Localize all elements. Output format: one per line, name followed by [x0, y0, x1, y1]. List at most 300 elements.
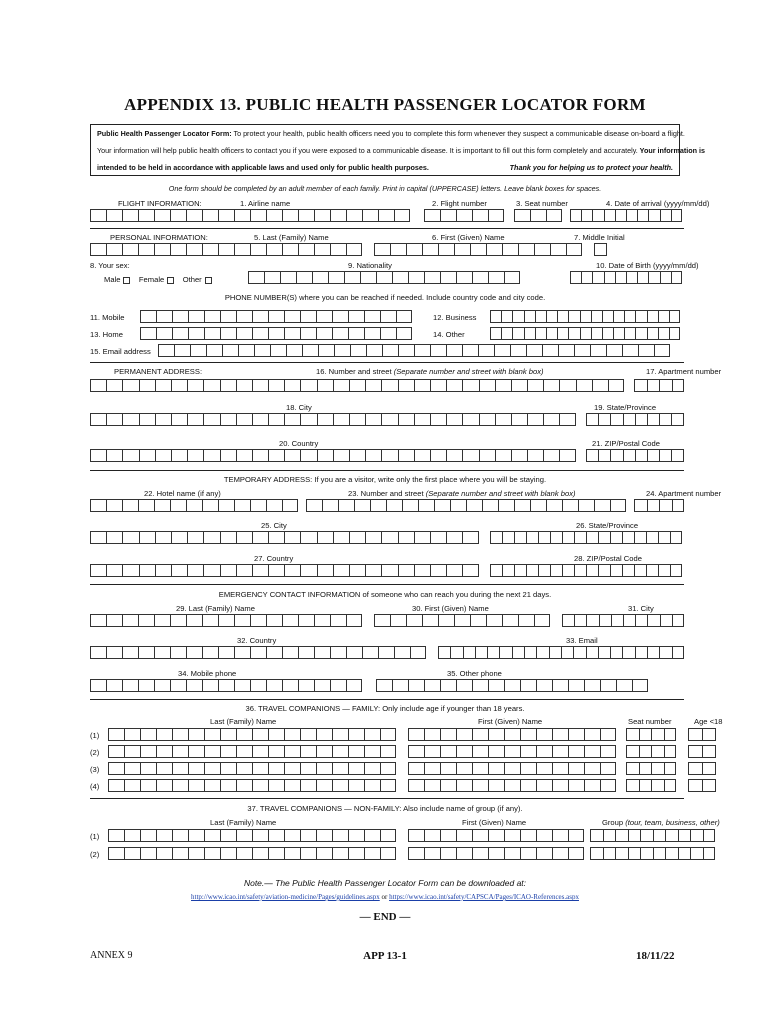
char-box[interactable]	[220, 327, 236, 340]
char-box[interactable]	[446, 564, 462, 577]
char-box[interactable]	[472, 728, 488, 741]
char-box[interactable]	[349, 449, 365, 462]
char-box[interactable]	[490, 564, 502, 577]
char-box[interactable]	[654, 344, 670, 357]
char-box[interactable]	[172, 847, 188, 860]
char-box[interactable]	[90, 449, 106, 462]
char-box[interactable]	[390, 243, 406, 256]
char-box[interactable]	[376, 679, 392, 692]
char-box[interactable]	[306, 499, 322, 512]
char-box[interactable]	[635, 646, 647, 659]
char-box[interactable]	[186, 243, 202, 256]
char-box[interactable]	[454, 243, 470, 256]
char-box[interactable]	[236, 745, 252, 758]
char-box[interactable]	[660, 209, 671, 222]
char-box[interactable]	[139, 449, 155, 462]
char-box[interactable]	[252, 847, 268, 860]
char-box[interactable]	[598, 564, 610, 577]
char-box[interactable]	[346, 679, 362, 692]
char-box[interactable]	[634, 379, 647, 392]
char-box[interactable]	[238, 344, 254, 357]
char-box[interactable]	[252, 829, 268, 842]
char-box[interactable]	[450, 646, 462, 659]
char-box[interactable]	[282, 679, 298, 692]
char-box[interactable]	[598, 413, 610, 426]
char-box[interactable]	[502, 564, 514, 577]
char-box[interactable]	[317, 413, 333, 426]
char-box[interactable]	[171, 531, 187, 544]
char-box[interactable]	[349, 531, 365, 544]
char-box[interactable]	[204, 847, 220, 860]
char-box[interactable]	[172, 829, 188, 842]
char-box[interactable]	[640, 829, 653, 842]
char-box[interactable]	[510, 344, 526, 357]
char-box[interactable]	[536, 847, 552, 860]
char-box[interactable]	[234, 679, 250, 692]
char-box[interactable]	[590, 847, 603, 860]
char-box[interactable]	[559, 379, 575, 392]
char-box[interactable]	[187, 449, 203, 462]
char-box[interactable]	[188, 327, 204, 340]
char-box[interactable]	[592, 209, 603, 222]
char-box[interactable]	[298, 646, 314, 659]
char-box[interactable]	[672, 614, 684, 627]
char-box[interactable]	[538, 531, 550, 544]
char-box[interactable]	[333, 564, 349, 577]
char-box[interactable]	[138, 243, 154, 256]
char-box[interactable]	[268, 762, 284, 775]
char-box[interactable]	[646, 531, 658, 544]
char-box[interactable]	[218, 499, 234, 512]
char-box[interactable]	[430, 379, 446, 392]
char-box[interactable]	[518, 614, 534, 627]
char-box[interactable]	[598, 449, 610, 462]
char-box[interactable]	[470, 243, 486, 256]
email-input[interactable]	[158, 344, 670, 357]
char-box[interactable]	[546, 327, 557, 340]
char-box[interactable]	[90, 679, 106, 692]
char-box[interactable]	[599, 614, 611, 627]
char-box[interactable]	[408, 829, 424, 842]
char-box[interactable]	[252, 779, 268, 792]
char-box[interactable]	[284, 728, 300, 741]
char-box[interactable]	[703, 829, 716, 842]
char-box[interactable]	[702, 762, 716, 775]
char-box[interactable]	[586, 531, 598, 544]
char-box[interactable]	[590, 829, 603, 842]
char-box[interactable]	[378, 209, 394, 222]
char-box[interactable]	[314, 646, 330, 659]
char-box[interactable]	[330, 614, 346, 627]
char-box[interactable]	[188, 745, 204, 758]
perm-city-input[interactable]	[90, 413, 576, 426]
char-box[interactable]	[282, 243, 298, 256]
char-box[interactable]	[552, 679, 568, 692]
char-box[interactable]	[186, 209, 202, 222]
char-box[interactable]	[236, 379, 252, 392]
char-box[interactable]	[446, 449, 462, 462]
char-box[interactable]	[138, 499, 154, 512]
char-box[interactable]	[488, 271, 504, 284]
char-box[interactable]	[156, 847, 172, 860]
char-box[interactable]	[203, 413, 219, 426]
char-box[interactable]	[647, 310, 658, 323]
char-box[interactable]	[122, 449, 138, 462]
char-box[interactable]	[440, 728, 456, 741]
char-box[interactable]	[264, 271, 280, 284]
char-box[interactable]	[670, 531, 682, 544]
char-box[interactable]	[154, 646, 170, 659]
char-box[interactable]	[316, 829, 332, 842]
char-box[interactable]	[280, 271, 296, 284]
char-box[interactable]	[600, 679, 616, 692]
char-box[interactable]	[669, 327, 680, 340]
char-box[interactable]	[332, 762, 348, 775]
char-box[interactable]	[598, 646, 610, 659]
char-box[interactable]	[156, 745, 172, 758]
char-box[interactable]	[414, 531, 430, 544]
char-box[interactable]	[466, 499, 482, 512]
char-box[interactable]	[637, 271, 648, 284]
char-box[interactable]	[186, 499, 202, 512]
char-box[interactable]	[364, 745, 380, 758]
char-box[interactable]	[622, 564, 634, 577]
char-box[interactable]	[366, 344, 382, 357]
char-box[interactable]	[268, 310, 284, 323]
char-box[interactable]	[568, 327, 579, 340]
char-box[interactable]	[615, 271, 626, 284]
char-box[interactable]	[559, 449, 575, 462]
char-box[interactable]	[568, 679, 584, 692]
char-box[interactable]	[584, 679, 600, 692]
char-box[interactable]	[316, 745, 332, 758]
char-box[interactable]	[90, 243, 106, 256]
char-box[interactable]	[604, 209, 615, 222]
char-box[interactable]	[499, 646, 511, 659]
char-box[interactable]	[349, 564, 365, 577]
home-input[interactable]	[140, 327, 412, 340]
char-box[interactable]	[139, 413, 155, 426]
family-seat-input[interactable]	[626, 762, 676, 775]
char-box[interactable]	[156, 779, 172, 792]
char-box[interactable]	[626, 209, 637, 222]
em-city-input[interactable]	[562, 614, 684, 627]
char-box[interactable]	[220, 728, 236, 741]
char-box[interactable]	[364, 779, 380, 792]
char-box[interactable]	[316, 728, 332, 741]
char-box[interactable]	[488, 847, 504, 860]
char-box[interactable]	[346, 243, 362, 256]
char-box[interactable]	[488, 829, 504, 842]
char-box[interactable]	[634, 531, 646, 544]
char-box[interactable]	[108, 847, 124, 860]
char-box[interactable]	[220, 449, 236, 462]
char-box[interactable]	[316, 762, 332, 775]
char-box[interactable]	[653, 829, 666, 842]
char-box[interactable]	[354, 499, 370, 512]
char-box[interactable]	[624, 310, 635, 323]
char-box[interactable]	[486, 614, 502, 627]
dob-input[interactable]	[570, 271, 682, 284]
char-box[interactable]	[586, 413, 598, 426]
char-box[interactable]	[456, 271, 472, 284]
char-box[interactable]	[300, 449, 316, 462]
char-box[interactable]	[236, 327, 252, 340]
char-box[interactable]	[282, 499, 298, 512]
char-box[interactable]	[616, 679, 632, 692]
char-box[interactable]	[398, 531, 414, 544]
char-box[interactable]	[202, 646, 218, 659]
char-box[interactable]	[170, 614, 186, 627]
char-box[interactable]	[408, 679, 424, 692]
char-box[interactable]	[462, 531, 478, 544]
char-box[interactable]	[346, 614, 362, 627]
char-box[interactable]	[635, 413, 647, 426]
char-box[interactable]	[316, 779, 332, 792]
char-box[interactable]	[440, 779, 456, 792]
char-box[interactable]	[646, 564, 658, 577]
perm-country-input[interactable]	[90, 449, 576, 462]
char-box[interactable]	[600, 779, 616, 792]
char-box[interactable]	[511, 449, 527, 462]
char-box[interactable]	[138, 646, 154, 659]
char-box[interactable]	[234, 499, 250, 512]
family-seat-input[interactable]	[626, 745, 676, 758]
char-box[interactable]	[635, 449, 647, 462]
char-box[interactable]	[381, 413, 397, 426]
char-box[interactable]	[472, 679, 488, 692]
arrival-date-input[interactable]	[570, 209, 682, 222]
char-box[interactable]	[456, 829, 472, 842]
perm-apt-input[interactable]	[634, 379, 684, 392]
char-box[interactable]	[346, 646, 362, 659]
char-box[interactable]	[330, 679, 346, 692]
char-box[interactable]	[424, 728, 440, 741]
char-box[interactable]	[422, 243, 438, 256]
char-box[interactable]	[284, 449, 300, 462]
char-box[interactable]	[316, 310, 332, 323]
char-box[interactable]	[268, 564, 284, 577]
char-box[interactable]	[252, 379, 268, 392]
char-box[interactable]	[364, 847, 380, 860]
char-box[interactable]	[562, 564, 574, 577]
char-box[interactable]	[504, 779, 520, 792]
family-age-input[interactable]	[688, 728, 716, 741]
char-box[interactable]	[332, 847, 348, 860]
char-box[interactable]	[501, 327, 512, 340]
char-box[interactable]	[204, 310, 220, 323]
char-box[interactable]	[188, 779, 204, 792]
char-box[interactable]	[172, 779, 188, 792]
char-box[interactable]	[158, 344, 174, 357]
char-box[interactable]	[202, 679, 218, 692]
char-box[interactable]	[300, 531, 316, 544]
char-box[interactable]	[140, 327, 156, 340]
char-box[interactable]	[300, 379, 316, 392]
char-box[interactable]	[332, 745, 348, 758]
char-box[interactable]	[613, 327, 624, 340]
char-box[interactable]	[140, 847, 156, 860]
char-box[interactable]	[155, 379, 171, 392]
char-box[interactable]	[124, 829, 140, 842]
char-box[interactable]	[456, 728, 472, 741]
char-box[interactable]	[520, 679, 536, 692]
family-last-input[interactable]	[108, 745, 396, 758]
char-box[interactable]	[106, 209, 122, 222]
char-box[interactable]	[424, 847, 440, 860]
char-box[interactable]	[615, 209, 626, 222]
char-box[interactable]	[659, 379, 672, 392]
char-box[interactable]	[254, 344, 270, 357]
char-box[interactable]	[624, 327, 635, 340]
char-box[interactable]	[284, 564, 300, 577]
char-box[interactable]	[430, 413, 446, 426]
char-box[interactable]	[671, 209, 682, 222]
char-box[interactable]	[626, 728, 639, 741]
char-box[interactable]	[559, 413, 575, 426]
char-box[interactable]	[204, 745, 220, 758]
char-box[interactable]	[348, 327, 364, 340]
char-box[interactable]	[390, 614, 406, 627]
char-box[interactable]	[252, 449, 268, 462]
char-box[interactable]	[284, 829, 300, 842]
char-box[interactable]	[140, 829, 156, 842]
char-box[interactable]	[236, 564, 252, 577]
char-box[interactable]	[204, 829, 220, 842]
char-box[interactable]	[592, 379, 608, 392]
char-box[interactable]	[438, 243, 454, 256]
char-box[interactable]	[268, 728, 284, 741]
char-box[interactable]	[252, 564, 268, 577]
char-box[interactable]	[418, 499, 434, 512]
char-box[interactable]	[591, 310, 602, 323]
char-box[interactable]	[236, 762, 252, 775]
char-box[interactable]	[472, 829, 488, 842]
char-box[interactable]	[672, 499, 685, 512]
char-box[interactable]	[186, 614, 202, 627]
char-box[interactable]	[374, 614, 390, 627]
char-box[interactable]	[543, 449, 559, 462]
char-box[interactable]	[486, 243, 502, 256]
char-box[interactable]	[414, 564, 430, 577]
char-box[interactable]	[495, 379, 511, 392]
char-box[interactable]	[170, 499, 186, 512]
char-box[interactable]	[108, 762, 124, 775]
perm-street-input[interactable]	[90, 379, 624, 392]
char-box[interactable]	[317, 564, 333, 577]
char-box[interactable]	[414, 413, 430, 426]
char-box[interactable]	[300, 829, 316, 842]
char-box[interactable]	[635, 614, 647, 627]
char-box[interactable]	[156, 310, 172, 323]
char-box[interactable]	[463, 646, 475, 659]
char-box[interactable]	[380, 310, 396, 323]
char-box[interactable]	[608, 379, 624, 392]
char-box[interactable]	[108, 779, 124, 792]
char-box[interactable]	[398, 564, 414, 577]
char-box[interactable]	[501, 310, 512, 323]
char-box[interactable]	[252, 327, 268, 340]
char-box[interactable]	[446, 413, 462, 426]
char-box[interactable]	[504, 745, 520, 758]
char-box[interactable]	[610, 564, 622, 577]
char-box[interactable]	[284, 531, 300, 544]
char-box[interactable]	[488, 728, 504, 741]
char-box[interactable]	[552, 728, 568, 741]
char-box[interactable]	[314, 209, 330, 222]
airline-input[interactable]	[90, 209, 410, 222]
char-box[interactable]	[490, 327, 501, 340]
char-box[interactable]	[586, 614, 598, 627]
char-box[interactable]	[536, 646, 548, 659]
char-box[interactable]	[234, 243, 250, 256]
char-box[interactable]	[440, 847, 456, 860]
char-box[interactable]	[171, 564, 187, 577]
char-box[interactable]	[334, 344, 350, 357]
char-box[interactable]	[317, 379, 333, 392]
char-box[interactable]	[512, 327, 523, 340]
char-box[interactable]	[392, 271, 408, 284]
char-box[interactable]	[300, 564, 316, 577]
char-box[interactable]	[252, 413, 268, 426]
char-box[interactable]	[424, 679, 440, 692]
char-box[interactable]	[647, 379, 660, 392]
char-box[interactable]	[610, 646, 622, 659]
char-box[interactable]	[364, 829, 380, 842]
char-box[interactable]	[266, 679, 282, 692]
char-box[interactable]	[504, 679, 520, 692]
char-box[interactable]	[396, 310, 412, 323]
char-box[interactable]	[350, 344, 366, 357]
char-box[interactable]	[108, 728, 124, 741]
char-box[interactable]	[406, 243, 422, 256]
char-box[interactable]	[250, 646, 266, 659]
char-box[interactable]	[634, 564, 646, 577]
char-box[interactable]	[504, 271, 520, 284]
char-box[interactable]	[535, 310, 546, 323]
char-box[interactable]	[124, 762, 140, 775]
char-box[interactable]	[479, 413, 495, 426]
char-box[interactable]	[300, 728, 316, 741]
char-box[interactable]	[236, 779, 252, 792]
char-box[interactable]	[552, 847, 568, 860]
char-box[interactable]	[688, 762, 702, 775]
char-box[interactable]	[314, 679, 330, 692]
char-box[interactable]	[302, 344, 318, 357]
char-box[interactable]	[623, 413, 635, 426]
char-box[interactable]	[639, 762, 652, 775]
char-box[interactable]	[526, 531, 538, 544]
char-box[interactable]	[252, 310, 268, 323]
char-box[interactable]	[90, 614, 106, 627]
family-first-input[interactable]	[408, 745, 616, 758]
char-box[interactable]	[381, 379, 397, 392]
perm-state-input[interactable]	[586, 413, 684, 426]
family-first-input[interactable]	[408, 779, 616, 792]
char-box[interactable]	[106, 564, 122, 577]
em-mobile-input[interactable]	[90, 679, 362, 692]
char-box[interactable]	[348, 745, 364, 758]
char-box[interactable]	[511, 413, 527, 426]
char-box[interactable]	[203, 449, 219, 462]
char-box[interactable]	[338, 499, 354, 512]
char-box[interactable]	[90, 646, 106, 659]
char-box[interactable]	[664, 779, 677, 792]
char-box[interactable]	[653, 847, 666, 860]
char-box[interactable]	[330, 209, 346, 222]
char-box[interactable]	[573, 646, 585, 659]
char-box[interactable]	[282, 614, 298, 627]
